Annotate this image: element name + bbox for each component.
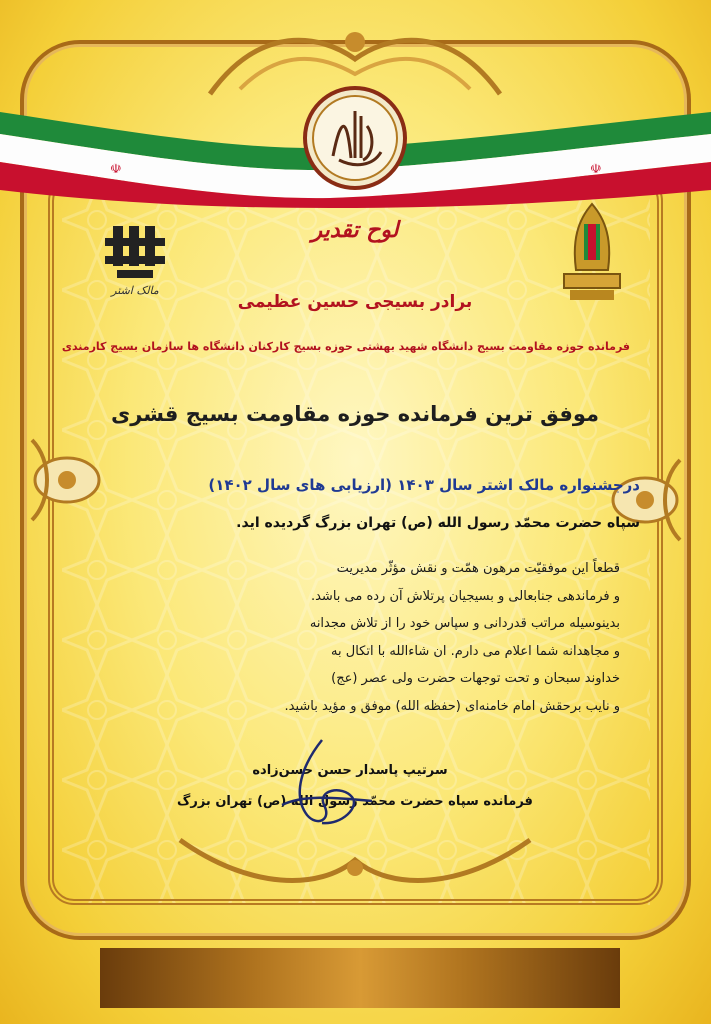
svg-text:☫: ☫: [590, 162, 602, 177]
bismillah-medallion: [303, 86, 407, 190]
appreciation-body: [100, 555, 620, 720]
svg-text:☫: ☫: [110, 162, 122, 177]
body-line: قطعاً این موفقیّت مرهون همّت و نقش مؤثّر مدیریت: [336, 561, 620, 576]
award-title: موفق ترین فرمانده حوزه مقاومت بسیج قشری: [110, 402, 600, 426]
body-line: و نایب برحقش امام خامنه‌ای (حفظه الله) موفق و مؤید باشید.: [284, 698, 620, 714]
body-line: و فرماندهی جنابعالی و بسیجیان پرتلاش آن رده می باشد.: [310, 588, 620, 604]
body-line: بدینوسیله مراتب قدردانی و سپاس خود را از تلاش مجدانه: [309, 616, 620, 631]
signatory-title: فرمانده سپاه حضرت محمّد رسول الله (ص) تهران بزرگ: [177, 794, 533, 809]
body-line: خداوند سبحان و تحت توجهات حضرت ولی عصر (عج): [331, 671, 620, 686]
malek-ashtar-caption: مالک اشتر: [111, 284, 159, 297]
recipient-name: برادر بسیجی حسین عظیمی: [237, 292, 473, 312]
bottom-brown-bar: [100, 948, 620, 1008]
recipient-roles: فرمانده حوزه مقاومت بسیج دانشگاه شهید بهشتی حوزه بسیج کارکنان دانشگاه ها سازمان بسیج کارمندی: [61, 340, 630, 353]
festival-line: درجشنواره مالک اشتر سال ۱۴۰۳ (ارزیابی های سال ۱۴۰۲): [208, 476, 640, 494]
certificate-heading: لوح تقدیر: [311, 218, 399, 243]
irgc-emblem-logo: [556, 200, 628, 306]
corps-line: سپاه حضرت محمّد رسول الله (ص) تهران بزرگ گردیده اید.: [236, 515, 640, 531]
right-floral-ornament: [600, 440, 690, 560]
handwritten-signature: [262, 735, 382, 835]
body-line: و مجاهدانه شما اعلام می دارم. ان شاءالله با اتکال به: [331, 643, 620, 659]
signatory-name: سرتیپ پاسدار حسن حسن‌زاده: [252, 763, 448, 778]
